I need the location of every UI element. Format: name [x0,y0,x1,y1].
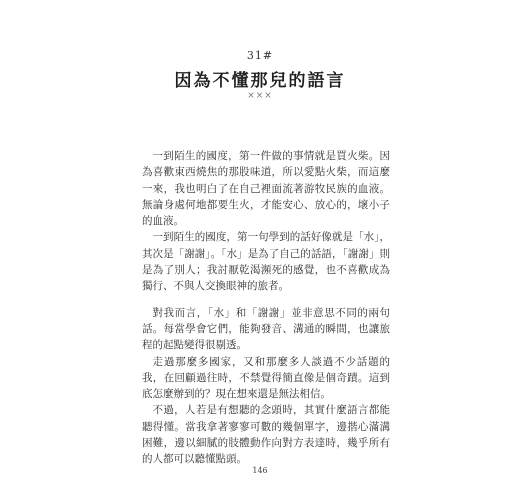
chapter-title: 因為不懂那兒的語言 [174,71,346,91]
chapter-number: 31# [246,49,274,62]
paragraph-5: 不過，人若是有想聽的念頭時，其實什麼語言都能聽得懂。當我拿著寥寥可數的幾個單字，邊揩心滿溝困難，邊以細膩的肢體動作向對方表達時，幾乎所有的人都可以聽懂點頭。 [142,404,390,466]
paragraph-3: 對我而言，「水」和「謝謝」並非意思不同的兩句話。每當學會它們，能夠發音、溝通的瞬間，也讓旅程的起點變得很剔透。 [142,306,390,352]
paragraph-gap [142,295,390,305]
body-text [142,148,390,468]
paragraph-4: 走過那麼多國家，又和那麼多人談過不少話題的我，在回顧過往時，不禁覺得簡直像是個奇蹟。這到底怎麼辦到的？現在想來還是無法相信。 [142,355,390,401]
paragraph-2: 一到陌生的國度，第一句學到的話好像就是「水」，其次是「謝謝」。「水」是為了自己的話語，「謝謝」則是為了別人；我討厭乾渴瀕死的感覺，也不喜歡成為獨行、不與人交換眼神的旅者。 [142,231,390,293]
page-number: 146 [252,466,268,475]
ornament-divider: ××× [247,91,273,101]
paragraph-1: 一到陌生的國度，第一件做的事情就是買火柴。因為喜歡東西燒焦的那股味道，所以愛點火柴，而這麼一來，我也明白了在自己裡面流著游牧民族的血液。無論身處何地都要生火，才能安心、放心的，壞小子的血液。 [142,150,390,228]
